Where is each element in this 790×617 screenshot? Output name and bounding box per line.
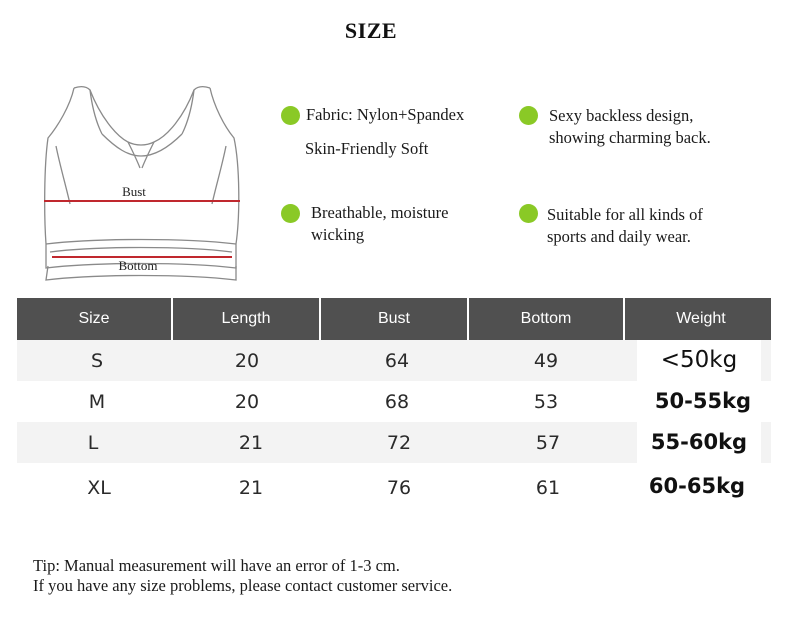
cell-weight: <50kg xyxy=(637,340,761,381)
tip-note xyxy=(33,556,452,596)
cell-length: 21 xyxy=(238,477,264,499)
feature-text: Breathable, moisture xyxy=(311,203,449,222)
table-header xyxy=(17,298,771,340)
tip-line: Tip: Manual measurement will have an error of 1-3 cm. xyxy=(33,556,400,575)
column-header-bust: Bust xyxy=(377,310,410,327)
feature-text: Fabric: Nylon+Spandex xyxy=(306,105,465,124)
feature-text: sports and daily wear. xyxy=(547,227,691,246)
cell-weight: 50-55kg xyxy=(641,381,765,422)
feature-text: showing charming back. xyxy=(549,128,711,147)
cell-bust: 64 xyxy=(384,350,410,372)
green-dot-icon xyxy=(281,106,300,125)
cell-bust: 68 xyxy=(384,391,410,413)
cell-bottom: 57 xyxy=(535,432,561,454)
table-row xyxy=(17,381,771,422)
table-row xyxy=(17,463,771,509)
cell-length: 20 xyxy=(234,350,260,372)
column-header-bottom: Bottom xyxy=(520,310,572,327)
cell-length: 21 xyxy=(238,432,264,454)
sports-bra-diagram xyxy=(36,76,248,286)
feature-text: Suitable for all kinds of xyxy=(547,205,703,224)
green-dot-icon xyxy=(519,106,538,125)
column-header-length: Length xyxy=(221,310,271,327)
table-row xyxy=(17,422,771,463)
green-dot-icon xyxy=(519,204,538,223)
cell-length: 20 xyxy=(234,391,260,413)
feature-text: Sexy backless design, xyxy=(549,106,694,125)
cell-size: S xyxy=(90,350,104,372)
cell-bottom: 53 xyxy=(533,391,559,413)
tip-line: If you have any size problems, please contact customer service. xyxy=(33,576,453,595)
bottom-label: Bottom xyxy=(118,258,158,273)
cell-weight: 60-65kg xyxy=(635,463,759,504)
page-title: SIZE xyxy=(344,18,398,43)
size-table xyxy=(17,298,771,509)
column-header-size: Size xyxy=(78,310,110,327)
feature-text: wicking xyxy=(311,225,365,244)
cell-bust: 72 xyxy=(386,432,412,454)
cell-bottom: 49 xyxy=(533,350,559,372)
table-row xyxy=(17,340,771,381)
green-dot-icon xyxy=(281,204,300,223)
bust-label: Bust xyxy=(122,184,146,199)
feature-text: Skin-Friendly Soft xyxy=(305,139,429,158)
cell-weight: 55-60kg xyxy=(637,422,761,463)
cell-size: XL xyxy=(87,477,111,499)
cell-size: M xyxy=(88,391,106,413)
cell-bust: 76 xyxy=(386,477,412,499)
cell-size: L xyxy=(87,432,99,454)
cell-bottom: 61 xyxy=(535,477,561,499)
column-header-weight: Weight xyxy=(676,310,726,327)
